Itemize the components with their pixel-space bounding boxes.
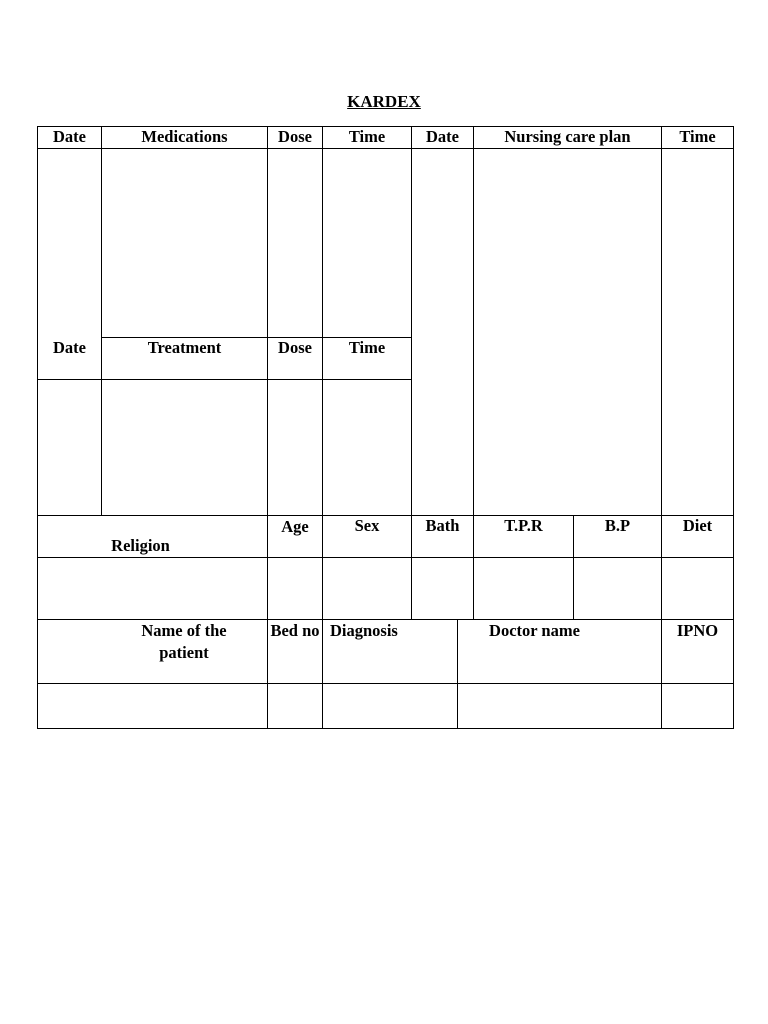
form-title: KARDEX xyxy=(347,92,421,111)
col-rule-medications xyxy=(267,126,268,729)
header-religion: Religion xyxy=(111,536,170,555)
table-border-bottom xyxy=(37,728,734,729)
col-rule-time xyxy=(411,126,412,619)
vitals-header-rule xyxy=(37,557,734,558)
header-nursing-care-plan: Nursing care plan xyxy=(504,127,631,146)
header-doctor-name: Doctor name xyxy=(489,621,580,640)
table-border-left xyxy=(37,126,38,729)
header-treatment-date: Date xyxy=(53,338,86,357)
col-rule-date xyxy=(101,126,102,515)
header-age: Age xyxy=(281,517,309,536)
treatment-header-rule xyxy=(37,379,411,380)
header-nursing-time: Time xyxy=(679,127,716,146)
header-ipno: IPNO xyxy=(676,621,719,640)
header-diagnosis: Diagnosis xyxy=(330,621,398,640)
col-rule-dose xyxy=(322,126,323,729)
header-rule xyxy=(37,148,734,149)
col-rule-nursing-date xyxy=(473,126,474,619)
header-dose: Dose xyxy=(278,127,312,146)
header-date: Date xyxy=(53,127,86,146)
header-sex: Sex xyxy=(354,516,380,535)
header-bed-no: Bed no xyxy=(270,621,320,640)
table-border-right xyxy=(733,126,734,729)
header-tpr: T.P.R xyxy=(504,516,543,535)
header-patient-name: Name of the patient xyxy=(141,621,227,662)
header-bath: Bath xyxy=(425,516,460,535)
header-treatment-time: Time xyxy=(348,338,386,357)
header-medications: Medications xyxy=(141,127,228,146)
header-bp: B.P xyxy=(604,516,631,535)
header-diet: Diet xyxy=(682,516,713,535)
header-time: Time xyxy=(348,127,386,146)
header-nursing-date: Date xyxy=(426,127,459,146)
header-treatment: Treatment xyxy=(147,338,222,357)
header-treatment-dose: Dose xyxy=(278,338,312,357)
patient-header-rule xyxy=(37,683,734,684)
